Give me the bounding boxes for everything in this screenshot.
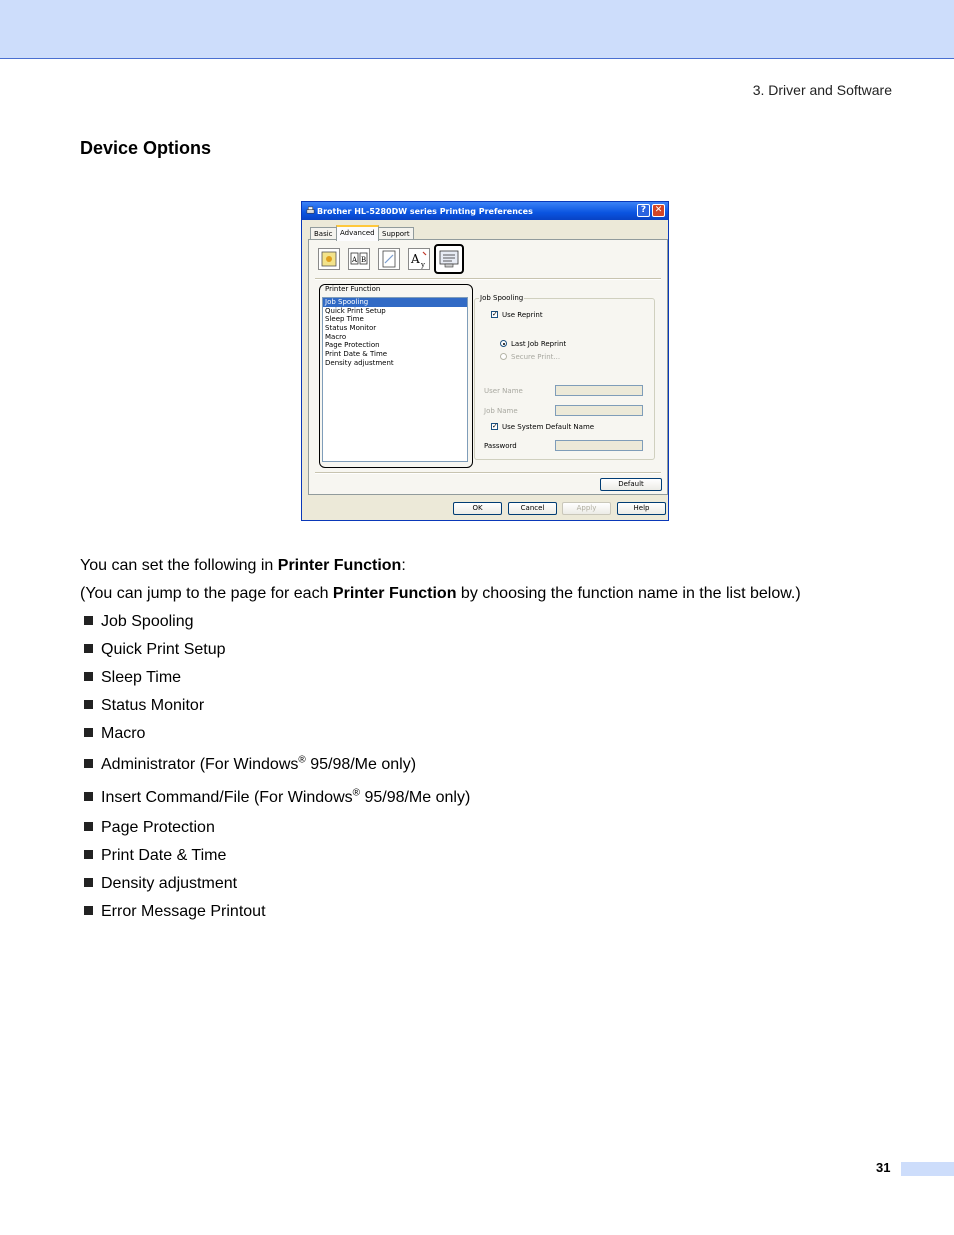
device-options-icon[interactable]: [434, 244, 464, 274]
printer-icon: [306, 206, 315, 215]
toolbar-separator: [315, 278, 661, 280]
font-settings-icon[interactable]: [408, 248, 430, 270]
bullet-square-icon: [84, 672, 93, 681]
bullet-square-icon: [84, 878, 93, 887]
use-system-default-name-checkbox[interactable]: ✓: [492, 422, 498, 430]
help-button[interactable]: Help: [617, 502, 666, 515]
svg-text:y: y: [421, 261, 425, 269]
bullet-square-icon: [84, 822, 93, 831]
list-item-label: Density adjustment: [101, 875, 238, 892]
password-field[interactable]: [555, 440, 643, 451]
bullet-square-icon: [84, 616, 93, 625]
bullet-square-icon: [84, 850, 93, 859]
header-band: [0, 0, 954, 59]
watermark-icon[interactable]: [378, 248, 400, 270]
bullet-square-icon: [84, 906, 93, 915]
list-item[interactable]: Sleep Time: [325, 315, 364, 324]
dialog-titlebar: [302, 202, 668, 220]
bullet-square-icon: [84, 759, 93, 768]
page-title: Device Options: [80, 138, 212, 158]
password-label: Password: [484, 442, 517, 450]
user-name-label: User Name: [484, 387, 523, 395]
user-name-field[interactable]: [555, 385, 643, 396]
intro-line-2: [80, 585, 801, 603]
last-job-reprint-radio[interactable]: [500, 340, 507, 347]
list-item[interactable]: Page Protection: [325, 341, 380, 350]
tab-advanced[interactable]: Advanced: [336, 225, 379, 241]
print-quality-icon[interactable]: [318, 248, 340, 270]
advanced-tab-panel: [308, 239, 668, 495]
list-item[interactable]: Print Date & Time: [325, 350, 388, 359]
list-item: [84, 695, 470, 723]
list-item-label: Job Spooling: [101, 613, 194, 630]
list-item: [84, 784, 470, 817]
list-item-label: Macro: [101, 725, 146, 742]
list-item: [84, 845, 470, 873]
list-item-label: 95/98/Me only): [305, 756, 417, 773]
svg-text:B: B: [361, 256, 367, 264]
list-item: [84, 901, 470, 929]
list-item[interactable]: Macro: [325, 332, 347, 341]
intro-line-1: [80, 557, 406, 575]
page-number-bar: [901, 1162, 954, 1176]
bullet-square-icon: [84, 792, 93, 801]
list-item[interactable]: Quick Print Setup: [325, 306, 386, 315]
section-header: 3. Driver and Software: [752, 82, 892, 98]
list-item-label: Error Message Printout: [101, 903, 266, 920]
last-job-reprint-label: Last Job Reprint: [511, 340, 567, 348]
tab-support[interactable]: Support: [378, 227, 414, 240]
intro-text: (You can jump to the page for each: [80, 585, 333, 602]
list-item-label: Print Date & Time: [101, 847, 227, 864]
close-button[interactable]: ✕: [652, 204, 665, 217]
list-item: [84, 667, 470, 695]
secure-print-radio[interactable]: [500, 353, 507, 360]
list-item-label: Page Protection: [101, 819, 215, 836]
list-item: [84, 873, 470, 901]
printer-function-list: [84, 611, 470, 929]
list-item: [84, 723, 470, 751]
apply-button[interactable]: Apply: [562, 502, 611, 515]
intro-text: :: [401, 557, 406, 574]
list-item-label: Insert Command/File (For Windows: [101, 789, 353, 806]
list-item[interactable]: Status Monitor: [325, 324, 377, 333]
page-number: 31: [876, 1160, 891, 1175]
list-item: [84, 751, 470, 784]
list-item: [84, 817, 470, 845]
registered-mark: ®: [352, 787, 360, 799]
use-reprint-label: Use Reprint: [502, 311, 543, 319]
printer-function-label: Printer Function: [325, 285, 381, 293]
secure-print-label: Secure Print...: [511, 353, 561, 361]
default-button[interactable]: Default: [600, 478, 662, 491]
list-item-label: Status Monitor: [101, 697, 205, 714]
ok-button[interactable]: OK: [453, 502, 502, 515]
bullet-square-icon: [84, 728, 93, 737]
duplex-booklet-icon[interactable]: [348, 248, 370, 270]
dialog-title: Brother HL-5280DW series Printing Preferences: [317, 207, 533, 216]
job-name-label: Job Name: [484, 407, 518, 415]
help-title-button[interactable]: ?: [637, 204, 650, 217]
printing-preferences-dialog: [301, 201, 669, 521]
printer-function-term: Printer Function: [332, 585, 457, 602]
bullet-square-icon: [84, 644, 93, 653]
job-spooling-label: Job Spooling: [480, 294, 524, 302]
svg-text:A: A: [352, 256, 358, 264]
job-name-field[interactable]: [555, 405, 643, 416]
svg-text:A: A: [411, 252, 420, 266]
tab-basic[interactable]: Basic: [310, 227, 337, 240]
intro-text: by choosing the function name in the list below.): [456, 585, 801, 602]
panel-separator: [315, 472, 661, 474]
list-item-label: 95/98/Me only): [360, 789, 471, 806]
list-item-label: Quick Print Setup: [101, 641, 226, 658]
use-reprint-checkbox[interactable]: ✓: [492, 310, 498, 318]
list-item[interactable]: Job Spooling: [323, 298, 467, 307]
registered-mark: ®: [298, 754, 306, 766]
printer-function-listbox[interactable]: [322, 297, 468, 462]
use-system-default-name-label: Use System Default Name: [502, 423, 595, 431]
list-item[interactable]: Density adjustment: [325, 358, 394, 367]
bullet-square-icon: [84, 700, 93, 709]
list-item-label: Administrator (For Windows: [101, 756, 299, 773]
intro-text: You can set the following in: [80, 557, 278, 574]
list-item: [84, 639, 470, 667]
list-item: [84, 611, 470, 639]
cancel-button[interactable]: Cancel: [508, 502, 557, 515]
job-spooling-group: [474, 298, 655, 460]
printer-function-term: Printer Function: [277, 557, 402, 574]
list-item-label: Sleep Time: [101, 669, 182, 686]
